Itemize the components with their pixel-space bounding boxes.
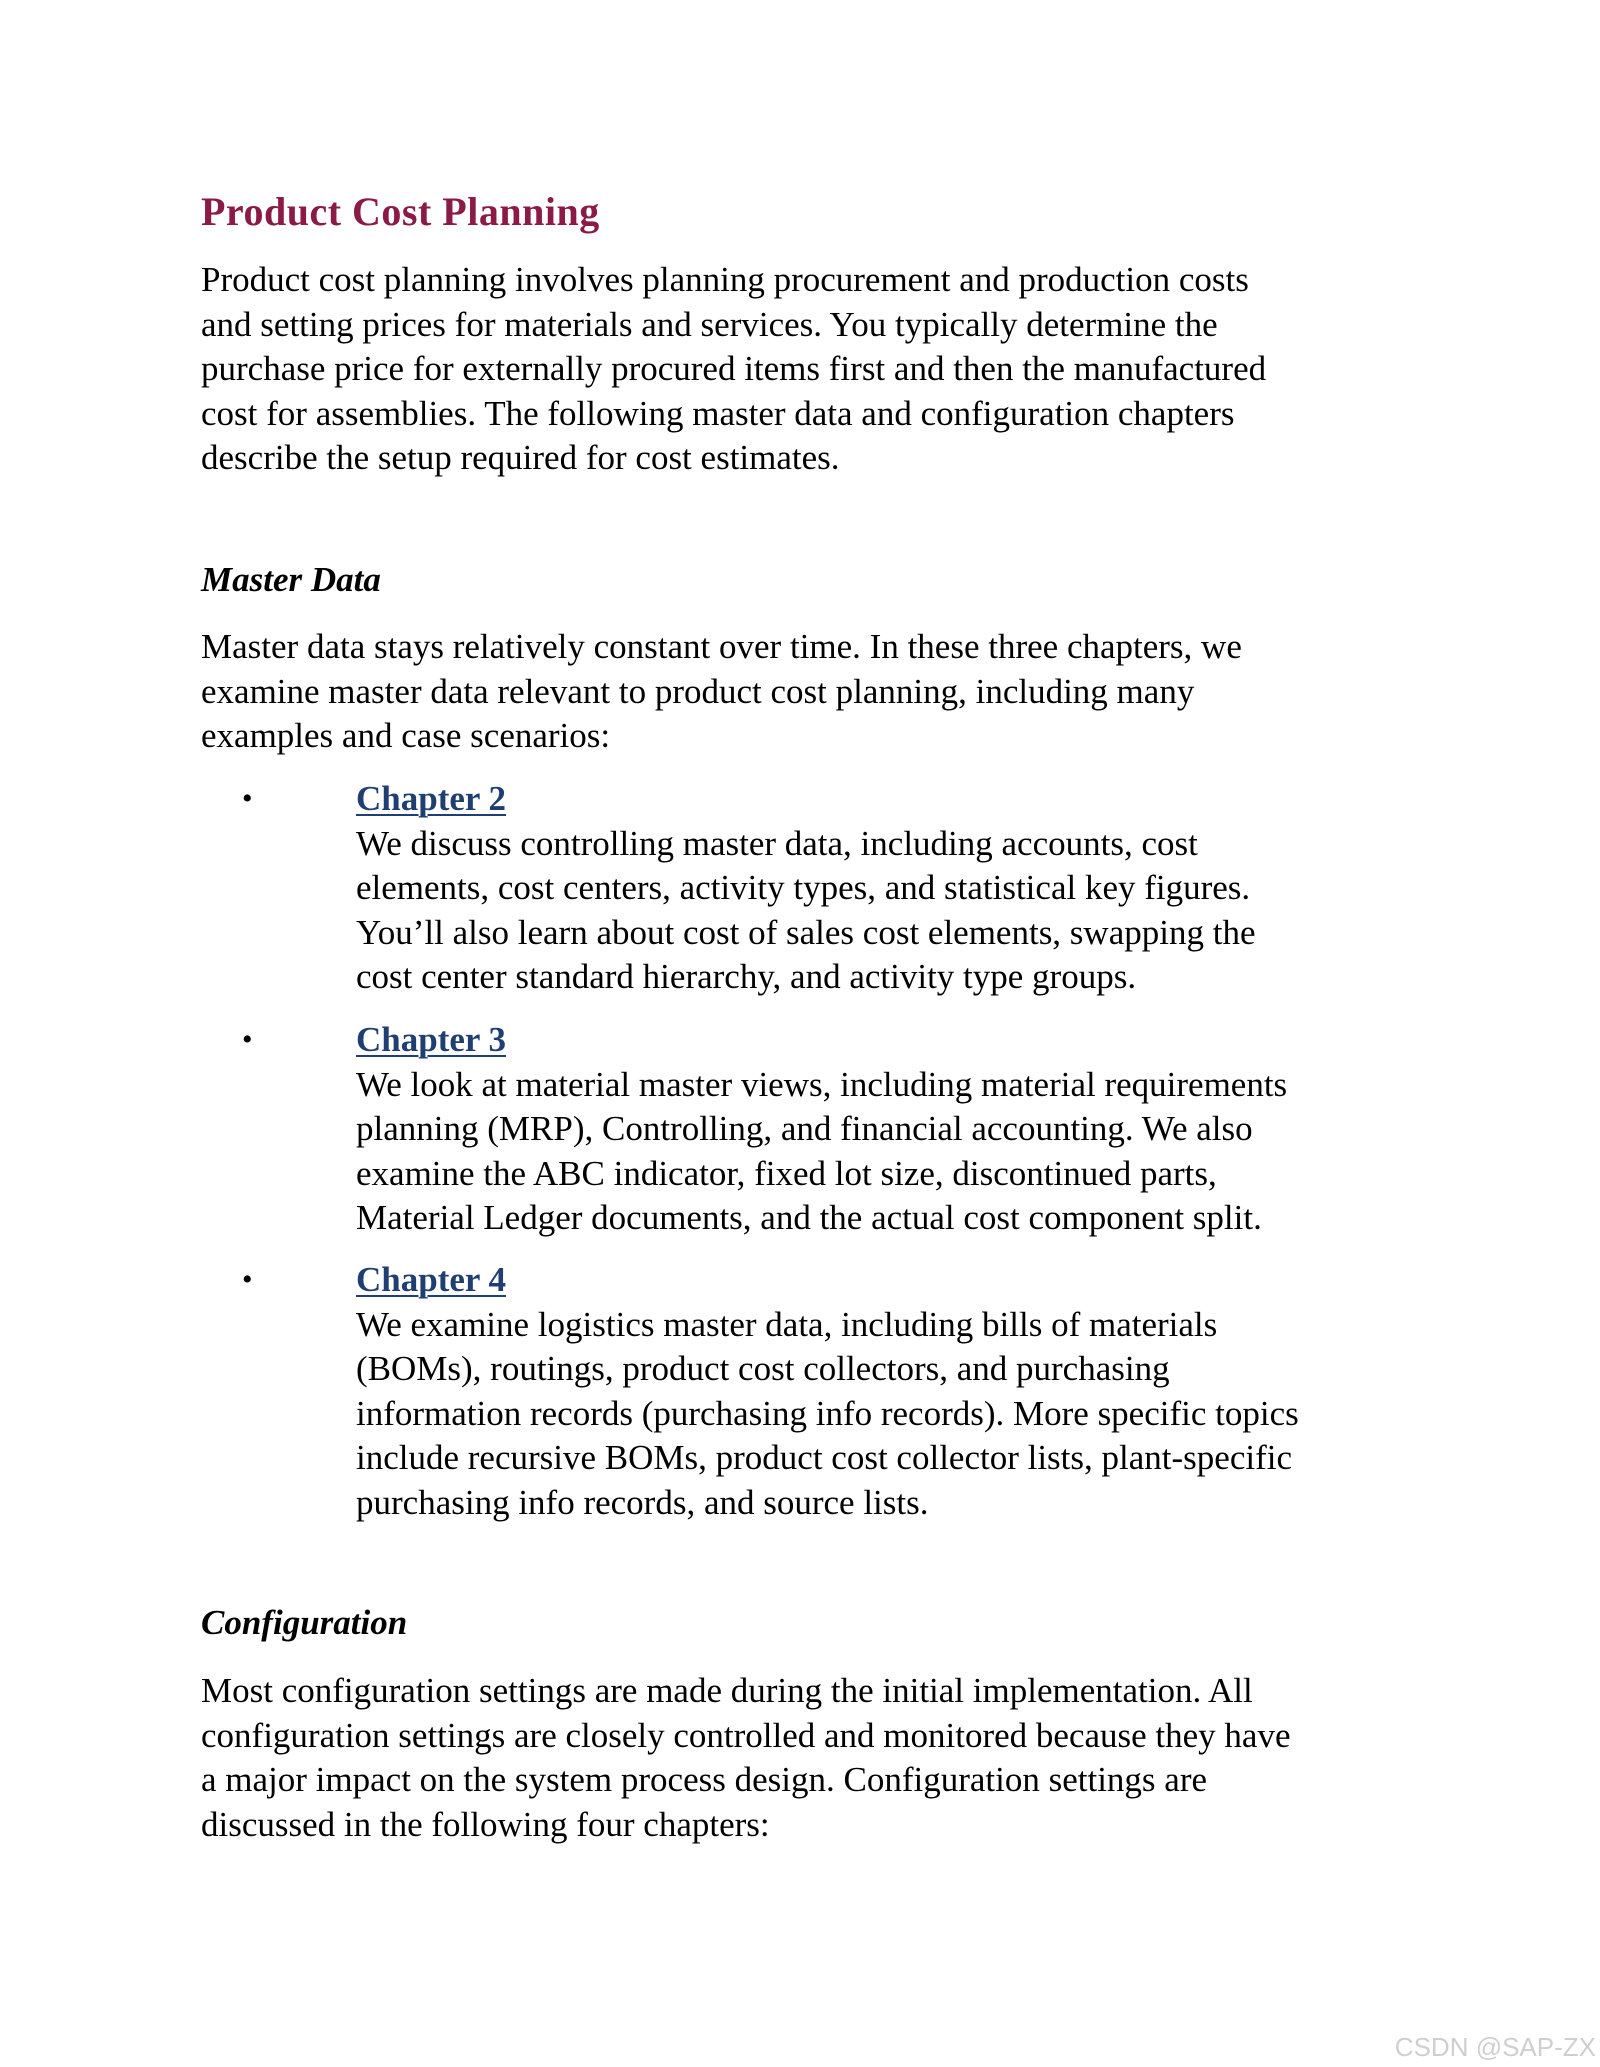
chapter-description — [356, 1303, 1299, 1526]
text-line: Most configuration settings are made during the initial implementation. All — [201, 1671, 1253, 1710]
text-line: You’ll also learn about cost of sales cost elements, swapping the — [356, 912, 1256, 952]
text-line: examine the ABC indicator, fixed lot size, discontinued parts, — [356, 1153, 1217, 1193]
chapter-2-link[interactable]: Chapter 2 — [356, 779, 507, 818]
text-line: Material Ledger documents, and the actual cost component split. — [356, 1198, 1262, 1237]
text-line: describe the setup required for cost estimates. — [201, 438, 840, 477]
configuration-heading: Configuration — [201, 1603, 408, 1642]
chapter-description — [356, 1063, 1287, 1241]
text-line: We discuss controlling master data, including accounts, cost — [356, 823, 1198, 863]
bullet-icon: • — [242, 1263, 253, 1296]
text-line: configuration settings are closely controlled and monitored because they have — [201, 1715, 1291, 1755]
text-line: Master data stays relatively constant over time. In these three chapters, we — [201, 627, 1242, 666]
chapter-entry — [356, 1258, 1299, 1525]
bullet-icon: • — [242, 1023, 253, 1056]
text-line: include recursive BOMs, product cost collector lists, plant-specific — [356, 1438, 1292, 1477]
text-line: examples and case scenarios: — [201, 716, 611, 755]
text-line: a major impact on the system process design. Configuration settings are — [201, 1760, 1208, 1799]
text-line: cost for assemblies. The following master data and configuration chapters — [201, 393, 1235, 433]
chapter-entry — [356, 777, 1255, 1000]
intro-paragraph — [201, 258, 1401, 481]
chapter-4-link[interactable]: Chapter 4 — [356, 1260, 507, 1299]
text-line: and setting prices for materials and services. You typically determine the — [201, 304, 1218, 344]
text-line: information records (purchasing info records). More specific topics — [356, 1393, 1299, 1433]
master-data-intro — [201, 625, 1401, 759]
text-line: discussed in the following four chapters: — [201, 1804, 770, 1844]
text-line: (BOMs), routings, product cost collectors, and purchasing — [356, 1349, 1170, 1388]
text-line: We look at material master views, including material requirements — [356, 1064, 1288, 1104]
configuration-intro — [201, 1669, 1401, 1847]
page-title: Product Cost Planning — [201, 189, 600, 234]
chapter-3-link[interactable]: Chapter 3 — [356, 1020, 507, 1059]
text-line: We examine logistics master data, including bills of materials — [356, 1304, 1218, 1344]
text-line: examine master data relevant to product cost planning, including many — [201, 671, 1195, 711]
text-line: purchasing info records, and source lists. — [356, 1482, 929, 1522]
text-line: Product cost planning involves planning procurement and production costs — [201, 260, 1249, 299]
bullet-icon: • — [242, 782, 253, 815]
chapter-entry — [356, 1018, 1287, 1241]
watermark-text: CSDN @SAP-ZX — [1394, 2032, 1596, 2062]
text-line: cost center standard hierarchy, and activity type groups. — [356, 957, 1137, 996]
text-line: planning (MRP), Controlling, and financial accounting. We also — [356, 1109, 1253, 1148]
chapter-description — [356, 822, 1255, 1000]
master-data-heading: Master Data — [201, 560, 381, 599]
text-line: elements, cost centers, activity types, and statistical key figures. — [356, 868, 1251, 907]
text-line: purchase price for externally procured items first and then the manufactured — [201, 349, 1267, 388]
